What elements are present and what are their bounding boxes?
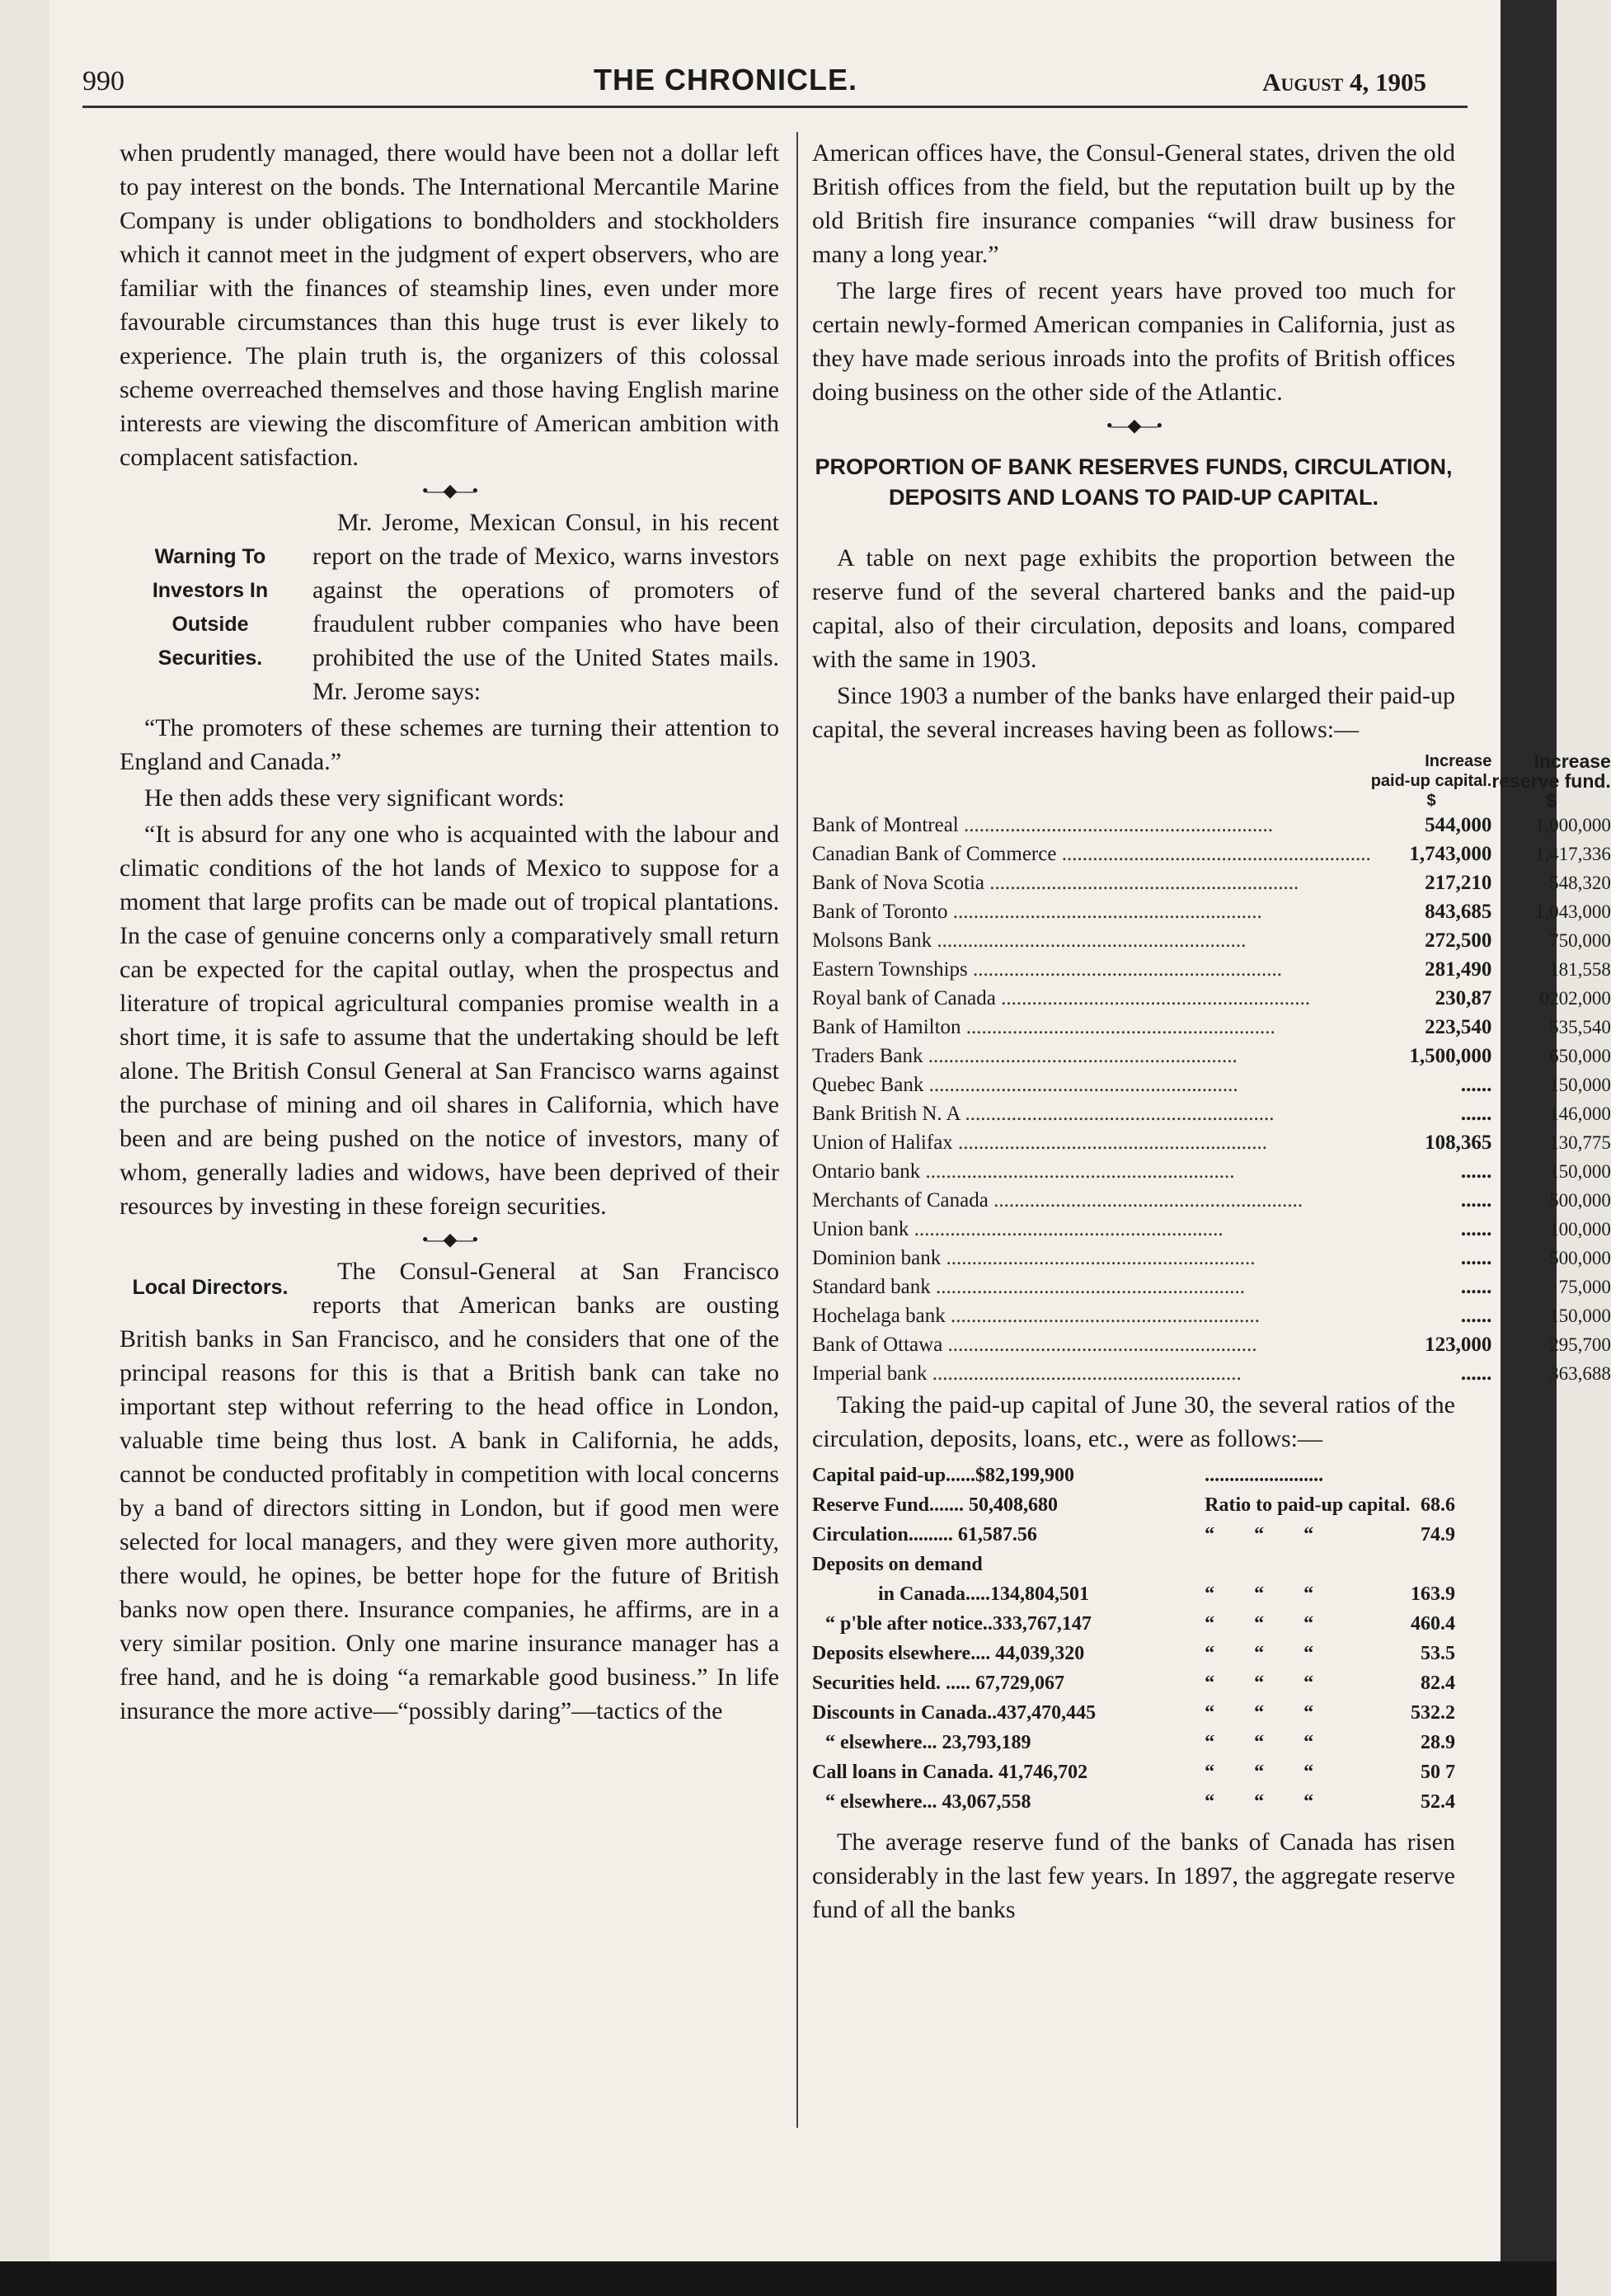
- leader-dots: ............................................................: [927, 1362, 1242, 1385]
- capital-increase: ......: [1460, 1103, 1492, 1125]
- leader-dots: ............................................................: [995, 987, 1311, 1009]
- capital-increase: ......: [1460, 1305, 1492, 1327]
- ratio-value: 52.4: [1421, 1791, 1455, 1813]
- bank-name-text: Canadian Bank of Commerce: [812, 843, 1057, 865]
- capital-increase: ......: [1460, 1189, 1492, 1212]
- warning-paragraph: Mr. Jerome, Mexican Consul, in his recent report on the trade of Mexico, warns investors against the operations of promoters of fraudulent rubber companies who have been prohibited the use of the United States mails. Mr. Jerome says:: [312, 509, 779, 705]
- section-ornament: •—◆—•: [1106, 415, 1162, 435]
- bank-name-text: Merchants of Canada: [812, 1189, 989, 1212]
- increases-paragraph: Since 1903 a number of the banks have enlarged their paid-up capital, the several increases having been as follows:—: [812, 682, 1455, 743]
- warning-quote: “It is absurd for any one who is acquainted with the labour and climatic conditions of the hot lands of Mexico to suppose for a moment that large profits can be made out of tropical plantations. In the case of genuine concerns only a comparatively small return can be expected for the capital outlay, when the prospectus and literature of tropical agricultural companies promise wealth in a short time, it is safe to assume that the undertaking should be left alone. The British Consul General at San Francisco warns against the purchase of mining and oil shares in California, which have been and are being pushed on the notice of investors, many of whom, generally ladies and widows, have been deprived of their resources by investing in these foreign securities.: [120, 821, 779, 1220]
- bank-name: [812, 897, 1371, 926]
- ratio-row: [812, 1579, 1455, 1609]
- table-row: [812, 868, 1611, 897]
- right-column: [812, 136, 1611, 1929]
- bank-table-body: [812, 811, 1611, 1388]
- ratio-label: “ elsewhere... 23,793,189: [825, 1732, 1031, 1753]
- capital-increase: 544,000: [1425, 814, 1492, 836]
- ratio-descriptor: [1205, 1550, 1411, 1579]
- reserve-increase: 150,000: [1549, 1161, 1611, 1182]
- capital-increase: ......: [1460, 1160, 1492, 1183]
- bank-name-text: Imperial bank: [812, 1362, 928, 1385]
- ratio-descriptor: ........................: [1205, 1465, 1324, 1486]
- sidehead-line: Warning To: [154, 545, 266, 568]
- bank-name-text: Hochelaga bank: [812, 1305, 946, 1327]
- ratio-label: Deposits on demand: [812, 1554, 983, 1575]
- table-row: [812, 1099, 1611, 1128]
- ratio-row: [812, 1728, 1455, 1757]
- ratio-descriptor: “ “ “: [1205, 1732, 1314, 1753]
- warning-quote: “The promoters of these schemes are turning their attention to England and Canada.”: [120, 714, 779, 775]
- reserve-increase: 150,000: [1549, 1075, 1611, 1095]
- ratio-label: in Canada.....134,804,501: [878, 1583, 1090, 1605]
- capital-column-header: Increase paid-up capital. $: [1370, 752, 1492, 810]
- table-row: [812, 1244, 1611, 1273]
- leader-dots: ............................................................: [941, 1247, 1256, 1269]
- scan-bottom-edge: [0, 2261, 1557, 2296]
- bank-name: [812, 1013, 1371, 1042]
- ratio-value: 82.4: [1421, 1673, 1455, 1694]
- capital-increase: 1,500,000: [1409, 1045, 1492, 1067]
- reserve-increase: 130,775: [1549, 1132, 1611, 1153]
- bank-name-text: Royal bank of Canada: [812, 987, 996, 1009]
- ratio-descriptor: “ “ “: [1205, 1673, 1314, 1694]
- bank-name-text: Bank of Montreal: [812, 814, 959, 836]
- table-row: [812, 1301, 1611, 1330]
- leader-dots: ............................................................: [960, 1016, 1275, 1038]
- table-header-row: [812, 751, 1611, 811]
- table-row: [812, 1013, 1611, 1042]
- capital-increase: ......: [1460, 1362, 1492, 1385]
- table-intro-paragraph: A table on next page exhibits the proportion between the reserve fund of the several chartered banks and the paid-up capital, also of their circulation, deposits and loans, compared with the same in 1903.: [812, 544, 1455, 673]
- bank-increase-table: [812, 751, 1611, 1388]
- warning-section: [120, 506, 779, 1223]
- reserve-increase: 75,000: [1558, 1277, 1611, 1297]
- bank-name-text: Bank of Hamilton: [812, 1016, 961, 1038]
- warning-sidehead: [120, 540, 301, 675]
- ratio-row: [812, 1490, 1455, 1520]
- leader-dots: ............................................................: [930, 1276, 1245, 1298]
- bank-name: [812, 1215, 1371, 1244]
- ratio-descriptor: Ratio to paid-up capital.: [1205, 1494, 1411, 1516]
- capital-increase: ......: [1460, 1276, 1492, 1298]
- ratio-value: [1411, 1461, 1455, 1490]
- bank-name-text: Bank of Nova Scotia: [812, 872, 984, 894]
- bank-name-text: Ontario bank: [812, 1160, 921, 1183]
- table-row: [812, 897, 1611, 926]
- leader-dots: ............................................................: [932, 929, 1247, 952]
- ratio-row: [812, 1550, 1455, 1579]
- ratio-descriptor: “ “ “: [1205, 1643, 1314, 1664]
- bank-name-text: Traders Bank: [812, 1045, 923, 1067]
- reserve-increase: 650,000: [1549, 1046, 1611, 1066]
- table-row: [812, 984, 1611, 1013]
- bank-name: [812, 1099, 1371, 1128]
- bank-name: [812, 1186, 1371, 1215]
- capital-increase: ......: [1460, 1074, 1492, 1096]
- reserve-column-header: Increase reserve fund. $: [1491, 750, 1611, 812]
- table-row: [812, 1128, 1611, 1157]
- bank-name-text: Union bank: [812, 1218, 909, 1240]
- header-rule: [82, 106, 1468, 108]
- column-divider: [796, 132, 798, 2128]
- ratio-value: 50 7: [1421, 1762, 1455, 1783]
- reserve-increase: 100,000: [1549, 1219, 1611, 1240]
- leader-dots: ............................................................: [923, 1074, 1238, 1096]
- ratio-descriptor: “ “ “: [1205, 1702, 1314, 1724]
- leader-dots: ............................................................: [945, 1305, 1260, 1327]
- capital-increase: 223,540: [1425, 1016, 1492, 1038]
- ratio-label: “ elsewhere... 43,067,558: [825, 1791, 1031, 1813]
- reserve-increase: 548,320: [1549, 873, 1611, 893]
- table-row: [812, 1042, 1611, 1070]
- leader-dots: ............................................................: [909, 1218, 1224, 1240]
- ratios-intro-paragraph: Taking the paid-up capital of June 30, the several ratios of the circulation, deposits, loans, etc., were as follows:—: [812, 1391, 1455, 1452]
- section-ornament: •—◆—•: [421, 1229, 477, 1249]
- bank-name: [812, 1330, 1371, 1359]
- reserve-increase: 181,558: [1549, 959, 1611, 980]
- capital-increase: 230,87: [1435, 987, 1492, 1009]
- leader-dots: ............................................................: [942, 1334, 1257, 1356]
- capital-increase: 108,365: [1425, 1132, 1492, 1154]
- ratio-descriptor: “ “ “: [1205, 1524, 1314, 1546]
- ratio-row: [812, 1520, 1455, 1550]
- reserve-increase: 535,540: [1549, 1017, 1611, 1037]
- capital-increase: ......: [1460, 1218, 1492, 1240]
- reserve-increase: 500,000: [1549, 1248, 1611, 1268]
- bank-name: [812, 1128, 1371, 1157]
- ratio-label: Deposits elsewhere.... 44,039,320: [812, 1643, 1085, 1664]
- bank-name: [812, 984, 1371, 1013]
- reserve-increase: 1,000,000: [1534, 815, 1611, 835]
- leader-dots: ............................................................: [923, 1045, 1238, 1067]
- bank-name-text: Bank of Toronto: [812, 901, 948, 923]
- bank-name: [812, 868, 1371, 897]
- bank-name-text: Bank British N. A: [812, 1103, 960, 1125]
- capital-increase: 1,743,000: [1409, 843, 1492, 865]
- bank-name: [812, 1359, 1371, 1388]
- ratio-row: [812, 1609, 1455, 1639]
- ratio-value: 28.9: [1421, 1732, 1455, 1753]
- capital-increase: 272,500: [1425, 929, 1492, 952]
- ratio-value: 460.4: [1411, 1613, 1455, 1635]
- ratio-label: Discounts in Canada..437,470,445: [812, 1702, 1097, 1724]
- bank-name-text: Quebec Bank: [812, 1074, 924, 1096]
- ratio-value: 68.6: [1421, 1494, 1455, 1516]
- bank-name: [812, 955, 1371, 984]
- ratio-label: “ p'ble after notice..333,767,147: [825, 1613, 1092, 1635]
- table-row: [812, 1215, 1611, 1244]
- table-row: [812, 1070, 1611, 1099]
- reserve-increase: 0202,000: [1539, 988, 1611, 1009]
- ratio-row: [812, 1461, 1455, 1490]
- table-row: [812, 1273, 1611, 1301]
- intro-paragraph: when prudently managed, there would have been not a dollar left to pay interest on the bonds. The International Mercantile Marine Company is under obligations to bondholders and stockholders which it cannot meet in the judgment of expert observers, who are familiar with the finances of steamship lines, even under more favourable circumstances than this huge trust is ever likely to experience. The plain truth is, the organizers of this colossal scheme overreached themselves and those having English marine interests are viewing the discomfiture of American ambition with complacent satisfaction.: [120, 139, 779, 471]
- ratio-value: 53.5: [1421, 1643, 1455, 1664]
- bank-name-text: Eastern Townships: [812, 958, 968, 981]
- bank-name-text: Standard bank: [812, 1276, 931, 1298]
- bank-name-text: Molsons Bank: [812, 929, 932, 952]
- ratio-row: [812, 1787, 1455, 1817]
- capital-increase: 123,000: [1425, 1334, 1492, 1356]
- page-number: 990: [82, 66, 124, 96]
- bank-name: [812, 1070, 1371, 1099]
- leader-dots: ............................................................: [920, 1160, 1235, 1183]
- reserve-increase: 500,000: [1549, 1190, 1611, 1211]
- left-column: [120, 136, 779, 1730]
- fires-paragraph: The large fires of recent years have proved too much for certain newly-formed American companies in California, just as they have made serious inroads into the profits of British offices doing business on the other side of the Atlantic.: [812, 277, 1455, 406]
- ratio-descriptor: “ “ “: [1205, 1762, 1314, 1783]
- ratio-value: 163.9: [1411, 1583, 1455, 1605]
- reserve-increase: 1,417,336: [1534, 844, 1611, 864]
- ratio-label: Capital paid-up......$82,199,900: [812, 1465, 1075, 1486]
- table-row: [812, 1330, 1611, 1359]
- sidehead-line: Outside Securities.: [157, 613, 263, 670]
- capital-increase: 843,685: [1425, 901, 1492, 923]
- reserve-increase: 295,700: [1549, 1334, 1611, 1355]
- publication-title: THE CHRONICLE.: [594, 63, 857, 96]
- running-header: [0, 58, 1468, 107]
- ratio-label: Circulation......... 61,587.56: [812, 1524, 1037, 1546]
- capital-increase: ......: [1460, 1247, 1492, 1269]
- reserve-increase: 363,688: [1549, 1363, 1611, 1384]
- ratio-table-body: [812, 1461, 1455, 1817]
- table-row: [812, 811, 1611, 840]
- issue-date: August 4, 1905: [1262, 68, 1426, 96]
- bank-name-text: Union of Halifax: [812, 1132, 953, 1154]
- reserve-increase: 150,000: [1549, 1306, 1611, 1326]
- section-title: PROPORTION OF BANK RESERVES FUNDS, CIRCULATION, DEPOSITS AND LOANS TO PAID-UP CAPITAL.: [815, 454, 1453, 510]
- ratio-descriptor: “ “ “: [1205, 1791, 1314, 1813]
- reserve-fund-paragraph: The average reserve fund of the banks of Canada has risen considerably in the last few years. In 1897, the aggregate reserve fund of all the banks: [812, 1828, 1455, 1923]
- reserve-increase: 750,000: [1549, 930, 1611, 951]
- bank-name: [812, 1273, 1371, 1301]
- section-ornament: •—◆—•: [421, 480, 477, 501]
- ratio-label: Securities held. ..... 67,729,067: [812, 1673, 1064, 1694]
- ratio-label: Call loans in Canada. 41,746,702: [812, 1762, 1088, 1783]
- bank-name: [812, 1157, 1371, 1186]
- ratio-row: [812, 1698, 1455, 1728]
- ratio-value: 532.2: [1411, 1702, 1455, 1724]
- bank-name: [812, 811, 1371, 840]
- warning-paragraph: He then adds these very significant words:: [144, 784, 565, 812]
- capital-increase: 281,490: [1425, 958, 1492, 981]
- ratio-label: Reserve Fund....... 50,408,680: [812, 1494, 1058, 1516]
- table-row: [812, 926, 1611, 955]
- ratio-value: [1411, 1550, 1455, 1579]
- table-row: [812, 1157, 1611, 1186]
- table-row: [812, 1359, 1611, 1388]
- reserve-increase: 1,043,000: [1534, 901, 1611, 922]
- leader-dots: ............................................................: [947, 901, 1262, 923]
- bank-name-text: Dominion bank: [812, 1247, 942, 1269]
- bank-name: [812, 926, 1371, 955]
- ratio-descriptor: “ “ “: [1205, 1613, 1314, 1635]
- bank-name: [812, 1042, 1371, 1070]
- reserve-increase: 146,000: [1549, 1103, 1611, 1124]
- table-row: [812, 955, 1611, 984]
- capital-increase: 217,210: [1425, 872, 1492, 894]
- sidehead-line: Investors In: [152, 579, 269, 602]
- bank-name: [812, 840, 1371, 868]
- local-directors-section: [120, 1254, 779, 1728]
- leader-dots: ............................................................: [988, 1189, 1303, 1212]
- leader-dots: ............................................................: [1056, 843, 1371, 865]
- local-directors-paragraph: The Consul-General at San Francisco reports that American banks are ousting British banks in San Francisco, and he considers that one of the principal reasons for this is that a British bank can take no important step without referring to the head office in London, valuable time being thus lost. A bank in California, he adds, cannot be conducted profitably in competition with local concerns by a band of directors sitting in London, but if good men were selected for local managers, and they were given more authority, there would, he opines, be better hope for the future of British banks now open there. Insurance companies, he affirms, are in a very similar position. Only one marine insurance manager has a free hand, and he is doing “a remarkable good business.” In life insurance the more active—“possibly daring”—tactics of the: [120, 1258, 779, 1724]
- sidehead-line: Local Directors.: [132, 1276, 289, 1299]
- leader-dots: ............................................................: [952, 1132, 1268, 1154]
- leader-dots: ............................................................: [960, 1103, 1275, 1125]
- leader-dots: ............................................................: [958, 814, 1273, 836]
- table-row: [812, 1186, 1611, 1215]
- table-row: [812, 840, 1611, 868]
- ratio-descriptor: “ “ “: [1205, 1583, 1314, 1605]
- consul-paragraph: American offices have, the Consul-General states, driven the old British offices from the field, but the reputation built up by the old British fire insurance companies “will draw business for many a long year.”: [812, 139, 1455, 268]
- leader-dots: ............................................................: [967, 958, 1282, 981]
- ratio-value: 74.9: [1421, 1524, 1455, 1546]
- bank-name-text: Bank of Ottawa: [812, 1334, 943, 1356]
- ratio-row: [812, 1668, 1455, 1698]
- local-directors-sidehead: [120, 1271, 301, 1305]
- bank-name: [812, 1301, 1371, 1330]
- leader-dots: ............................................................: [984, 872, 1299, 894]
- ratio-table: [812, 1461, 1455, 1817]
- ratio-row: [812, 1639, 1455, 1668]
- bank-name: [812, 1244, 1371, 1273]
- ratio-row: [812, 1757, 1455, 1787]
